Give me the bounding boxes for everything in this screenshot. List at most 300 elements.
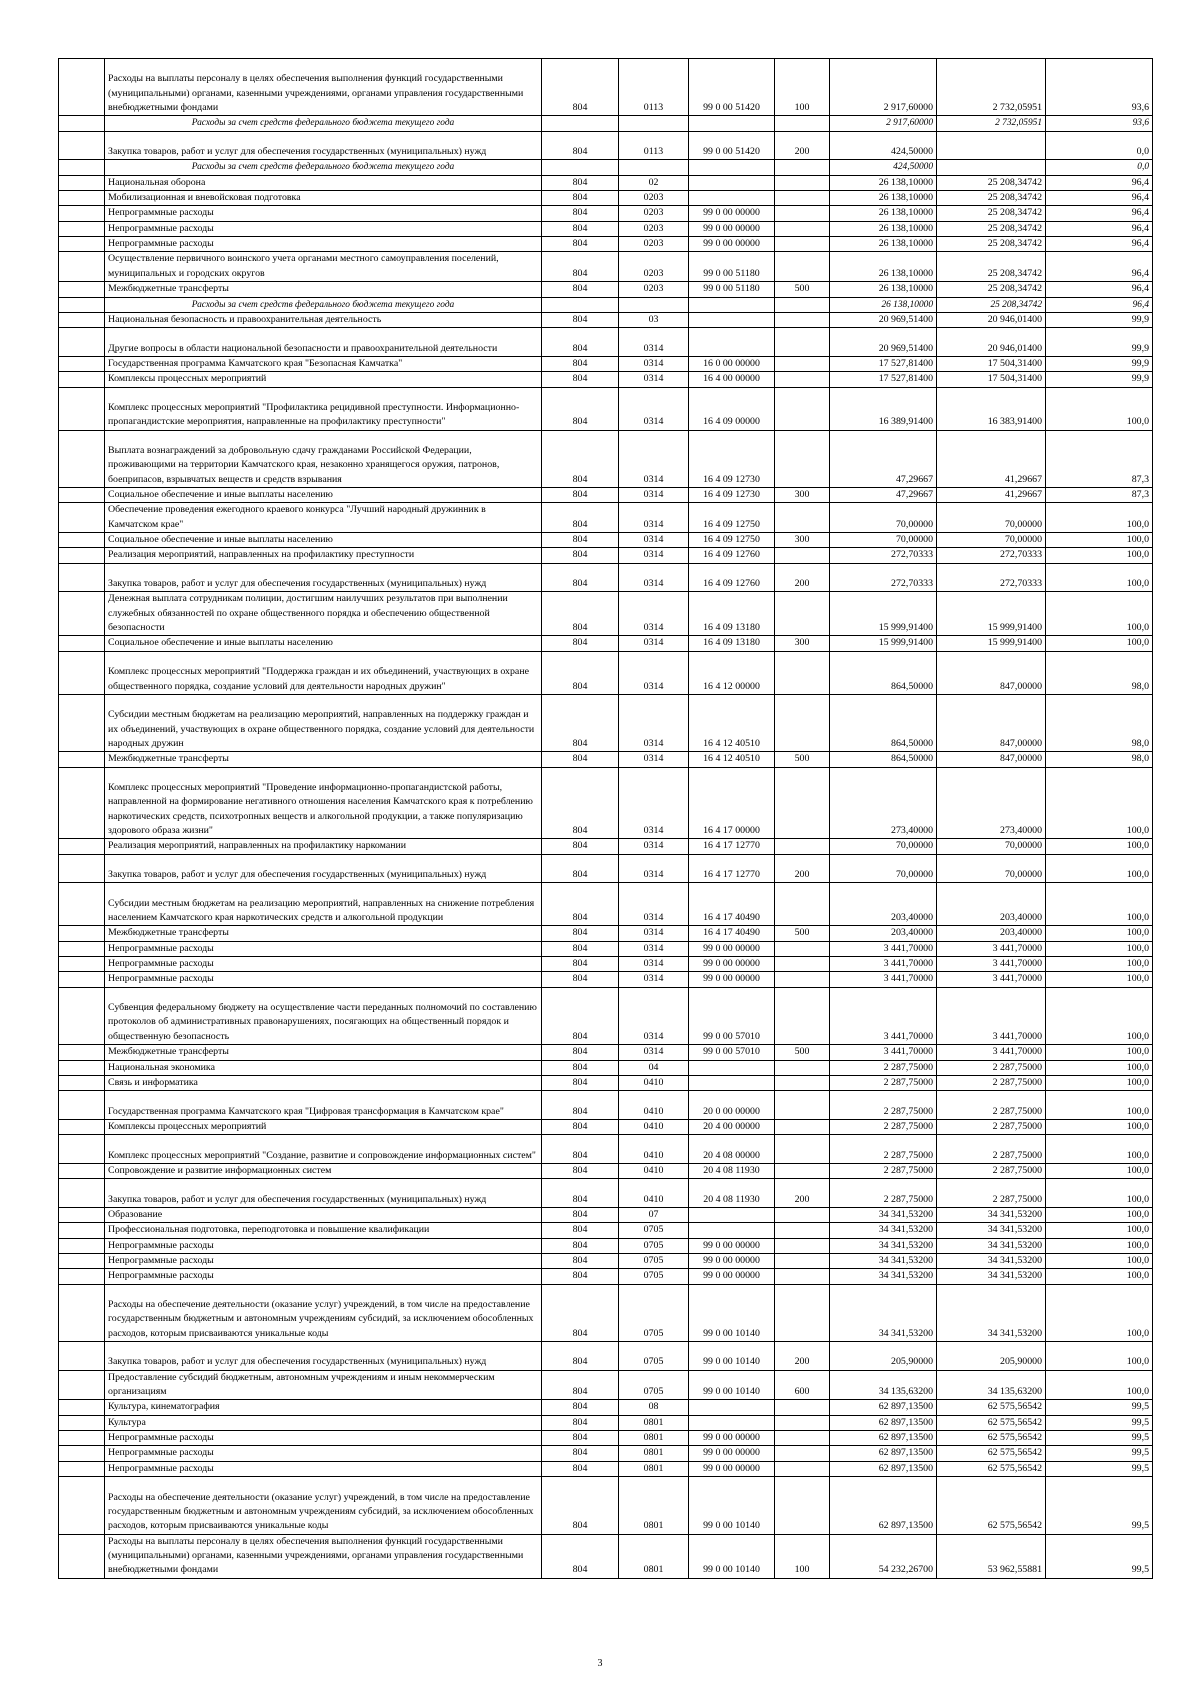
- description-cell: Расходы за счет средств федерального бюджета текущего года: [105, 297, 542, 312]
- section-code-cell: 03: [619, 312, 689, 327]
- gr-code-cell: 804: [542, 854, 619, 883]
- description-cell: Непрограммные расходы: [105, 1431, 542, 1446]
- planned-cell: 26 138,10000: [830, 237, 937, 252]
- executed-cell: 3 441,70000: [937, 941, 1046, 956]
- section-code-cell: 0705: [619, 1370, 689, 1400]
- description-cell: Непрограммные расходы: [105, 1238, 542, 1253]
- percent-cell: 100,0: [1046, 883, 1153, 926]
- section-code-cell: 08: [619, 1400, 689, 1415]
- section-code-cell: 0314: [619, 883, 689, 926]
- gr-code-cell: 804: [542, 59, 619, 116]
- percent-cell: 99,5: [1046, 1534, 1153, 1578]
- planned-cell: 2 287,75000: [830, 1075, 937, 1090]
- table-row: [59, 883, 1153, 926]
- target-code-cell: 99 0 00 00000: [689, 941, 775, 956]
- description-cell: Непрограммные расходы: [105, 206, 542, 221]
- target-code-cell: 99 0 00 00000: [689, 1253, 775, 1268]
- target-code-cell: 99 0 00 51180: [689, 282, 775, 297]
- table-row: [59, 252, 1153, 282]
- table-row: [59, 854, 1153, 883]
- empty-cell: [59, 1223, 105, 1238]
- expense-type-cell: [775, 297, 830, 312]
- gr-code-cell: 804: [542, 972, 619, 987]
- gr-code-cell: 804: [542, 206, 619, 221]
- target-code-cell: 16 4 09 12760: [689, 563, 775, 592]
- gr-code-cell: 804: [542, 592, 619, 636]
- table-row: [59, 1179, 1153, 1208]
- description-cell: Непрограммные расходы: [105, 1446, 542, 1461]
- description-cell: Обеспечение проведения ежегодного краевого конкурса "Лучший народный дружинник в Камчатском крае": [105, 503, 542, 533]
- gr-code-cell: 804: [542, 1415, 619, 1430]
- gr-code-cell: 804: [542, 237, 619, 252]
- planned-cell: 34 341,53200: [830, 1284, 937, 1341]
- section-code-cell: 0314: [619, 1045, 689, 1060]
- section-code-cell: 04: [619, 1060, 689, 1075]
- expense-type-cell: [775, 116, 830, 131]
- executed-cell: 203,40000: [937, 926, 1046, 941]
- percent-cell: 99,5: [1046, 1400, 1153, 1415]
- table-row: [59, 1075, 1153, 1090]
- executed-cell: 62 575,56542: [937, 1477, 1046, 1534]
- section-code-cell: 0314: [619, 328, 689, 357]
- gr-code-cell: 804: [542, 430, 619, 487]
- gr-code-cell: 804: [542, 651, 619, 694]
- target-code-cell: [689, 1223, 775, 1238]
- expense-type-cell: [775, 1253, 830, 1268]
- gr-code-cell: 804: [542, 752, 619, 767]
- gr-code-cell: 804: [542, 356, 619, 371]
- section-code-cell: 0410: [619, 1135, 689, 1164]
- executed-cell: 70,00000: [937, 503, 1046, 533]
- gr-code-cell: [542, 160, 619, 175]
- description-cell: Национальная оборона: [105, 175, 542, 190]
- percent-cell: 100,0: [1046, 987, 1153, 1044]
- empty-cell: [59, 957, 105, 972]
- target-code-cell: 16 4 09 12760: [689, 548, 775, 563]
- executed-cell: 25 208,34742: [937, 221, 1046, 236]
- empty-cell: [59, 1415, 105, 1430]
- percent-cell: 96,4: [1046, 221, 1153, 236]
- table-row: [59, 957, 1153, 972]
- section-code-cell: 0203: [619, 206, 689, 221]
- empty-cell: [59, 131, 105, 160]
- empty-cell: [59, 533, 105, 548]
- executed-cell: 272,70333: [937, 563, 1046, 592]
- gr-code-cell: [542, 116, 619, 131]
- table-row: [59, 1400, 1153, 1415]
- expense-type-cell: [775, 1446, 830, 1461]
- target-code-cell: 16 4 09 12730: [689, 430, 775, 487]
- section-code-cell: 0314: [619, 752, 689, 767]
- empty-cell: [59, 1342, 105, 1371]
- planned-cell: 864,50000: [830, 651, 937, 694]
- percent-cell: 100,0: [1046, 533, 1153, 548]
- percent-cell: 100,0: [1046, 1045, 1153, 1060]
- executed-cell: 847,00000: [937, 752, 1046, 767]
- empty-cell: [59, 237, 105, 252]
- executed-cell: 847,00000: [937, 651, 1046, 694]
- table-row: [59, 1477, 1153, 1534]
- description-cell: Расходы на выплаты персоналу в целях обеспечения выполнения функций государственными (муниципальными) органами, казенными учреждениями, органами управления государственными внебюджетными фондами: [105, 59, 542, 116]
- planned-cell: 34 341,53200: [830, 1207, 937, 1222]
- expense-type-cell: [775, 1269, 830, 1284]
- percent-cell: 93,6: [1046, 59, 1153, 116]
- executed-cell: 16 383,91400: [937, 387, 1046, 430]
- empty-cell: [59, 1207, 105, 1222]
- table-row: [59, 636, 1153, 651]
- target-code-cell: 99 0 00 10140: [689, 1284, 775, 1341]
- description-cell: Социальное обеспечение и иные выплаты населению: [105, 533, 542, 548]
- executed-cell: 34 341,53200: [937, 1253, 1046, 1268]
- expense-type-cell: [775, 206, 830, 221]
- empty-cell: [59, 372, 105, 387]
- section-code-cell: 0314: [619, 972, 689, 987]
- planned-cell: 62 897,13500: [830, 1477, 937, 1534]
- planned-cell: 62 897,13500: [830, 1415, 937, 1430]
- executed-cell: 203,40000: [937, 883, 1046, 926]
- planned-cell: 17 527,81400: [830, 356, 937, 371]
- expense-type-cell: [775, 1431, 830, 1446]
- target-code-cell: [689, 312, 775, 327]
- executed-cell: 25 208,34742: [937, 206, 1046, 221]
- percent-cell: 100,0: [1046, 854, 1153, 883]
- target-code-cell: 16 4 12 00000: [689, 651, 775, 694]
- empty-cell: [59, 752, 105, 767]
- planned-cell: 70,00000: [830, 854, 937, 883]
- target-code-cell: [689, 1415, 775, 1430]
- planned-cell: 26 138,10000: [830, 252, 937, 282]
- executed-cell: 20 946,01400: [937, 312, 1046, 327]
- planned-cell: 203,40000: [830, 883, 937, 926]
- target-code-cell: [689, 116, 775, 131]
- description-cell: Межбюджетные трансферты: [105, 1045, 542, 1060]
- section-code-cell: 0203: [619, 237, 689, 252]
- executed-cell: 17 504,31400: [937, 372, 1046, 387]
- section-code-cell: 0314: [619, 694, 689, 751]
- target-code-cell: 20 0 00 00000: [689, 1091, 775, 1120]
- percent-cell: 87,3: [1046, 488, 1153, 503]
- expense-type-cell: [775, 175, 830, 190]
- executed-cell: 34 341,53200: [937, 1207, 1046, 1222]
- planned-cell: 2 917,60000: [830, 59, 937, 116]
- empty-cell: [59, 592, 105, 636]
- expense-type-cell: [775, 1075, 830, 1090]
- gr-code-cell: 804: [542, 328, 619, 357]
- section-code-cell: 0705: [619, 1269, 689, 1284]
- table-row: [59, 987, 1153, 1044]
- planned-cell: 20 969,51400: [830, 328, 937, 357]
- percent-cell: 100,0: [1046, 1119, 1153, 1134]
- expense-type-cell: 500: [775, 282, 830, 297]
- empty-cell: [59, 1370, 105, 1400]
- description-cell: Непрограммные расходы: [105, 941, 542, 956]
- table-row: [59, 694, 1153, 751]
- expense-type-cell: [775, 941, 830, 956]
- planned-cell: 3 441,70000: [830, 957, 937, 972]
- planned-cell: 2 917,60000: [830, 116, 937, 131]
- percent-cell: 100,0: [1046, 767, 1153, 839]
- expense-type-cell: [775, 1400, 830, 1415]
- empty-cell: [59, 1163, 105, 1178]
- executed-cell: 3 441,70000: [937, 987, 1046, 1044]
- percent-cell: 100,0: [1046, 1091, 1153, 1120]
- expense-type-cell: [775, 387, 830, 430]
- description-cell: Непрограммные расходы: [105, 237, 542, 252]
- executed-cell: 2 732,05951: [937, 59, 1046, 116]
- table-row: [59, 767, 1153, 839]
- percent-cell: 100,0: [1046, 503, 1153, 533]
- expense-type-cell: [775, 592, 830, 636]
- empty-cell: [59, 1253, 105, 1268]
- description-cell: Денежная выплата сотрудникам полиции, достигшим наилучших результатов при выполнении служебных обязанностей по охране общественного порядка и обеспечению общественной безопасности: [105, 592, 542, 636]
- table-row: [59, 1060, 1153, 1075]
- executed-cell: 15 999,91400: [937, 592, 1046, 636]
- table-row: [59, 1342, 1153, 1371]
- expense-type-cell: [775, 694, 830, 751]
- empty-cell: [59, 1461, 105, 1476]
- expense-type-cell: [775, 252, 830, 282]
- expense-type-cell: [775, 430, 830, 487]
- section-code-cell: 0801: [619, 1446, 689, 1461]
- planned-cell: 34 341,53200: [830, 1238, 937, 1253]
- executed-cell: 2 287,75000: [937, 1163, 1046, 1178]
- budget-execution-table: [58, 58, 1153, 1579]
- description-cell: Закупка товаров, работ и услуг для обеспечения государственных (муниципальных) нужд: [105, 1179, 542, 1208]
- executed-cell: 25 208,34742: [937, 237, 1046, 252]
- table-row: [59, 563, 1153, 592]
- gr-code-cell: 804: [542, 548, 619, 563]
- table-row: [59, 221, 1153, 236]
- percent-cell: 96,4: [1046, 282, 1153, 297]
- description-cell: Непрограммные расходы: [105, 972, 542, 987]
- section-code-cell: 0314: [619, 854, 689, 883]
- empty-cell: [59, 839, 105, 854]
- empty-cell: [59, 854, 105, 883]
- executed-cell: 2 732,05951: [937, 116, 1046, 131]
- expense-type-cell: 500: [775, 752, 830, 767]
- percent-cell: 100,0: [1046, 636, 1153, 651]
- expense-type-cell: 100: [775, 1534, 830, 1578]
- section-code-cell: 0314: [619, 533, 689, 548]
- empty-cell: [59, 694, 105, 751]
- executed-cell: 2 287,75000: [937, 1135, 1046, 1164]
- planned-cell: 26 138,10000: [830, 206, 937, 221]
- percent-cell: 99,9: [1046, 328, 1153, 357]
- section-code-cell: 0801: [619, 1431, 689, 1446]
- gr-code-cell: 804: [542, 312, 619, 327]
- planned-cell: 70,00000: [830, 839, 937, 854]
- percent-cell: 96,4: [1046, 297, 1153, 312]
- table-row: [59, 282, 1153, 297]
- executed-cell: 25 208,34742: [937, 191, 1046, 206]
- percent-cell: 100,0: [1046, 1060, 1153, 1075]
- gr-code-cell: 804: [542, 1477, 619, 1534]
- percent-cell: 100,0: [1046, 1370, 1153, 1400]
- section-code-cell: 0203: [619, 282, 689, 297]
- description-cell: Осуществление первичного воинского учета органами местного самоуправления поселений, муниципальных и городских округов: [105, 252, 542, 282]
- table-row: [59, 1431, 1153, 1446]
- expense-type-cell: [775, 372, 830, 387]
- gr-code-cell: 804: [542, 1446, 619, 1461]
- empty-cell: [59, 1045, 105, 1060]
- empty-cell: [59, 941, 105, 956]
- table-row: [59, 1370, 1153, 1400]
- executed-cell: 25 208,34742: [937, 297, 1046, 312]
- empty-cell: [59, 175, 105, 190]
- planned-cell: 26 138,10000: [830, 282, 937, 297]
- executed-cell: 15 999,91400: [937, 636, 1046, 651]
- gr-code-cell: 804: [542, 636, 619, 651]
- description-cell: Непрограммные расходы: [105, 1461, 542, 1476]
- gr-code-cell: 804: [542, 1207, 619, 1222]
- empty-cell: [59, 1119, 105, 1134]
- executed-cell: 62 575,56542: [937, 1431, 1046, 1446]
- section-code-cell: 02: [619, 175, 689, 190]
- percent-cell: 98,0: [1046, 752, 1153, 767]
- gr-code-cell: 804: [542, 1091, 619, 1120]
- gr-code-cell: 804: [542, 1163, 619, 1178]
- planned-cell: 2 287,75000: [830, 1179, 937, 1208]
- section-code-cell: 0314: [619, 563, 689, 592]
- target-code-cell: 16 4 09 12750: [689, 533, 775, 548]
- table-row: [59, 1135, 1153, 1164]
- percent-cell: 100,0: [1046, 592, 1153, 636]
- executed-cell: 62 575,56542: [937, 1461, 1046, 1476]
- empty-cell: [59, 1284, 105, 1341]
- target-code-cell: 20 4 08 11930: [689, 1179, 775, 1208]
- gr-code-cell: 804: [542, 175, 619, 190]
- table-row: [59, 926, 1153, 941]
- description-cell: Закупка товаров, работ и услуг для обеспечения государственных (муниципальных) нужд: [105, 854, 542, 883]
- expense-type-cell: [775, 1119, 830, 1134]
- percent-cell: 100,0: [1046, 1075, 1153, 1090]
- empty-cell: [59, 883, 105, 926]
- table-row: [59, 533, 1153, 548]
- expense-type-cell: [775, 1060, 830, 1075]
- gr-code-cell: 804: [542, 1223, 619, 1238]
- expense-type-cell: [775, 160, 830, 175]
- target-code-cell: 99 0 00 51180: [689, 252, 775, 282]
- percent-cell: 0,0: [1046, 160, 1153, 175]
- description-cell: Государственная программа Камчатского края "Безопасная Камчатка": [105, 356, 542, 371]
- empty-cell: [59, 297, 105, 312]
- empty-cell: [59, 221, 105, 236]
- executed-cell: 34 341,53200: [937, 1238, 1046, 1253]
- description-cell: Выплата вознаграждений за добровольную сдачу гражданами Российской Федерации, проживающими на территории Камчатского края, незаконно хранящегося оружия, патронов, боеприпасов, взрывчатых веществ и средств взрывания: [105, 430, 542, 487]
- percent-cell: 99,5: [1046, 1477, 1153, 1534]
- table-row: [59, 1163, 1153, 1178]
- percent-cell: 96,4: [1046, 206, 1153, 221]
- target-code-cell: 16 4 09 00000: [689, 387, 775, 430]
- gr-code-cell: 804: [542, 926, 619, 941]
- expense-type-cell: 500: [775, 1045, 830, 1060]
- empty-cell: [59, 1400, 105, 1415]
- gr-code-cell: [542, 297, 619, 312]
- executed-cell: 2 287,75000: [937, 1060, 1046, 1075]
- executed-cell: 2 287,75000: [937, 1119, 1046, 1134]
- section-code-cell: 0314: [619, 372, 689, 387]
- description-cell: Другие вопросы в области национальной безопасности и правоохранительной деятельности: [105, 328, 542, 357]
- target-code-cell: [689, 1060, 775, 1075]
- description-cell: Межбюджетные трансферты: [105, 926, 542, 941]
- planned-cell: 15 999,91400: [830, 592, 937, 636]
- description-cell: Непрограммные расходы: [105, 1269, 542, 1284]
- empty-cell: [59, 1135, 105, 1164]
- planned-cell: 203,40000: [830, 926, 937, 941]
- executed-cell: 70,00000: [937, 839, 1046, 854]
- target-code-cell: 16 4 09 12730: [689, 488, 775, 503]
- executed-cell: 34 341,53200: [937, 1269, 1046, 1284]
- table-row: [59, 488, 1153, 503]
- planned-cell: 20 969,51400: [830, 312, 937, 327]
- planned-cell: 2 287,75000: [830, 1119, 937, 1134]
- section-code-cell: 0314: [619, 548, 689, 563]
- percent-cell: 99,5: [1046, 1461, 1153, 1476]
- target-code-cell: 99 0 00 10140: [689, 1342, 775, 1371]
- empty-cell: [59, 1091, 105, 1120]
- planned-cell: 2 287,75000: [830, 1091, 937, 1120]
- target-code-cell: 16 4 00 00000: [689, 372, 775, 387]
- description-cell: Национальная экономика: [105, 1060, 542, 1075]
- executed-cell: 272,70333: [937, 548, 1046, 563]
- planned-cell: 34 341,53200: [830, 1223, 937, 1238]
- expense-type-cell: 500: [775, 926, 830, 941]
- gr-code-cell: 804: [542, 1119, 619, 1134]
- empty-cell: [59, 1477, 105, 1534]
- executed-cell: 17 504,31400: [937, 356, 1046, 371]
- target-code-cell: [689, 175, 775, 190]
- executed-cell: 205,90000: [937, 1342, 1046, 1371]
- executed-cell: 41,29667: [937, 488, 1046, 503]
- percent-cell: 99,5: [1046, 1431, 1153, 1446]
- empty-cell: [59, 282, 105, 297]
- expense-type-cell: [775, 356, 830, 371]
- planned-cell: 3 441,70000: [830, 972, 937, 987]
- gr-code-cell: 804: [542, 252, 619, 282]
- planned-cell: 3 441,70000: [830, 987, 937, 1044]
- empty-cell: [59, 1060, 105, 1075]
- table-row: [59, 1207, 1153, 1222]
- target-code-cell: [689, 191, 775, 206]
- gr-code-cell: 804: [542, 1400, 619, 1415]
- percent-cell: 100,0: [1046, 1179, 1153, 1208]
- gr-code-cell: 804: [542, 1269, 619, 1284]
- gr-code-cell: 804: [542, 1179, 619, 1208]
- percent-cell: 96,4: [1046, 252, 1153, 282]
- description-cell: Субсидии местным бюджетам на реализацию мероприятий, направленных на поддержку граждан и их объединений, участвующих в охране общественного порядка, создание условий для деятельности народных дружин: [105, 694, 542, 751]
- percent-cell: 100,0: [1046, 387, 1153, 430]
- table-row: [59, 191, 1153, 206]
- executed-cell: 53 962,55881: [937, 1534, 1046, 1578]
- empty-cell: [59, 972, 105, 987]
- section-code-cell: 0203: [619, 252, 689, 282]
- section-code-cell: 0314: [619, 651, 689, 694]
- gr-code-cell: 804: [542, 1461, 619, 1476]
- table-row: [59, 237, 1153, 252]
- description-cell: Образование: [105, 1207, 542, 1222]
- planned-cell: 15 999,91400: [830, 636, 937, 651]
- description-cell: Межбюджетные трансферты: [105, 752, 542, 767]
- expense-type-cell: 200: [775, 563, 830, 592]
- target-code-cell: [689, 160, 775, 175]
- planned-cell: 47,29667: [830, 430, 937, 487]
- description-cell: Расходы на обеспечение деятельности (оказание услуг) учреждений, в том числе на предоставление государственным бюджетным и автономным учреждениям субсидий, за исключением обособленных расходов, которым присваиваются уникальные коды: [105, 1284, 542, 1341]
- section-code-cell: 0801: [619, 1461, 689, 1476]
- empty-cell: [59, 636, 105, 651]
- section-code-cell: 0705: [619, 1342, 689, 1371]
- percent-cell: 100,0: [1046, 1253, 1153, 1268]
- section-code-cell: [619, 116, 689, 131]
